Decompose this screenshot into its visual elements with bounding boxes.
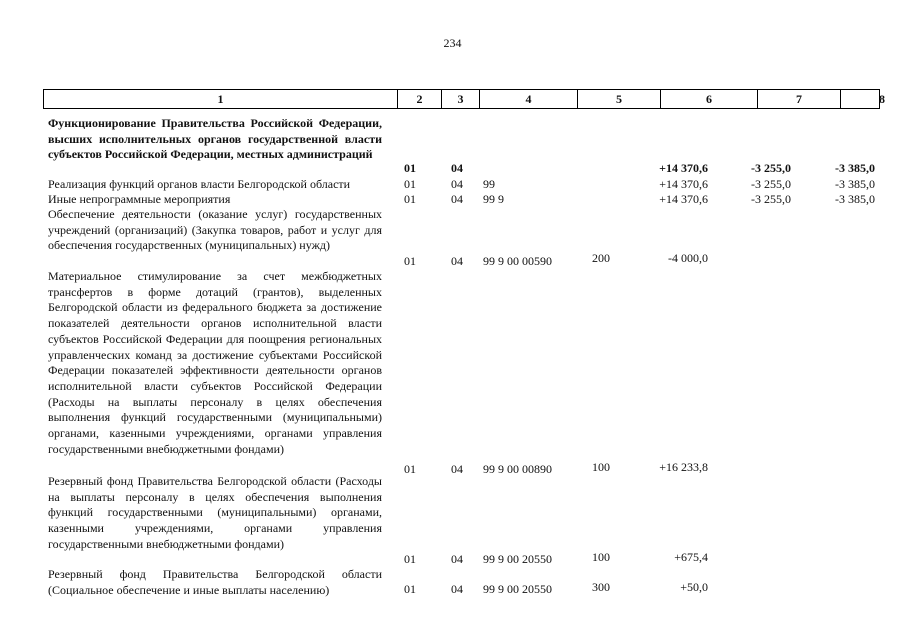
section-code: 01 — [404, 552, 416, 566]
section-code: 01 — [404, 254, 416, 268]
column-header-3: 3 — [441, 90, 479, 108]
column-header-2: 2 — [397, 90, 441, 108]
subsection-code: 04 — [451, 177, 463, 191]
amount-col-8: -3 385,0 — [835, 192, 875, 206]
column-header-5: 5 — [577, 90, 660, 108]
subsection-code: 04 — [451, 582, 463, 596]
target-article-code: 99 — [483, 177, 495, 191]
column-header-8: 8 — [840, 90, 905, 108]
row-description: Реализация функций органов власти Белгородской области — [48, 177, 351, 191]
amount-col-6: +14 370,6 — [659, 192, 708, 206]
row-description: Резервный фонд Правительства Белгородской области (Социальное обеспечение и иные выплаты населению) — [48, 567, 382, 597]
amount-col-6: -4 000,0 — [668, 251, 708, 265]
amount-col-6: +14 370,6 — [659, 177, 708, 191]
section-code: 01 — [404, 582, 416, 596]
expense-type-code: 100 — [592, 460, 610, 474]
row-description: Функционирование Правительства Российской Федерации, высших исполнительных органов государственной власти субъектов Российской Федерации, местных администраций — [48, 116, 382, 162]
section-code: 01 — [404, 161, 416, 175]
amount-col-6: +16 233,8 — [659, 460, 708, 474]
amount-col-7: -3 255,0 — [751, 192, 791, 206]
amount-col-6: +675,4 — [674, 550, 708, 564]
subsection-code: 04 — [451, 161, 463, 175]
target-article-code: 99 9 00 20550 — [483, 552, 552, 566]
row-description: Резервный фонд Правительства Белгородской области (Расходы на выплаты персоналу в целях обеспечения выполнения функций государственными (муниципальными) органами, казенными учреждениями, органами управления государственными внебюджетными фондами) — [48, 474, 382, 551]
amount-col-8: -3 385,0 — [835, 161, 875, 175]
column-header-6: 6 — [660, 90, 757, 108]
target-article-code: 99 9 — [483, 192, 504, 206]
target-article-code: 99 9 00 00890 — [483, 462, 552, 476]
subsection-code: 04 — [451, 552, 463, 566]
row-description: Материальное стимулирование за счет межбюджетных трансфертов в форме дотаций (грантов), выделенных Белгородской области из федерального бюджета за достижение показателей деятельности органов исполнительной власти субъектов Российской Федерации для поощрения региональных управленческих команд за достижение субъектами Российской Федерации показателей эффективности деятельности органов исполнительной власти субъектов Российской Федерации (Расходы на выплаты персоналу в целях обеспечения выполнения функций государственными (муниципальными) органами, казенными учреждениями, органами управления государственными внебюджетными фондами) — [48, 269, 382, 456]
table-header — [43, 89, 885, 109]
subsection-code: 04 — [451, 192, 463, 206]
target-article-code: 99 9 00 20550 — [483, 582, 552, 596]
section-code: 01 — [404, 177, 416, 191]
amount-col-7: -3 255,0 — [751, 161, 791, 175]
amount-col-8: -3 385,0 — [835, 177, 875, 191]
row-description: Иные непрограммные мероприятия — [48, 192, 231, 206]
amount-col-6: +14 370,6 — [659, 161, 708, 175]
target-article-code: 99 9 00 00590 — [483, 254, 552, 268]
row-description: Обеспечение деятельности (оказание услуг) государственных учреждений (организаций) (Закупка товаров, работ и услуг для обеспечения государственных (муниципальных) нужд) — [48, 207, 382, 253]
expense-type-code: 200 — [592, 251, 610, 265]
expense-type-code: 100 — [592, 550, 610, 564]
column-header-1: 1 — [217, 92, 224, 106]
column-header-4: 4 — [479, 90, 577, 108]
expense-type-code: 300 — [592, 580, 610, 594]
amount-col-7: -3 255,0 — [751, 177, 791, 191]
subsection-code: 04 — [451, 462, 463, 476]
page-number: 234 — [443, 36, 462, 50]
column-header-7: 7 — [757, 90, 840, 108]
subsection-code: 04 — [451, 254, 463, 268]
section-code: 01 — [404, 192, 416, 206]
amount-col-6: +50,0 — [680, 580, 708, 594]
section-code: 01 — [404, 462, 416, 476]
